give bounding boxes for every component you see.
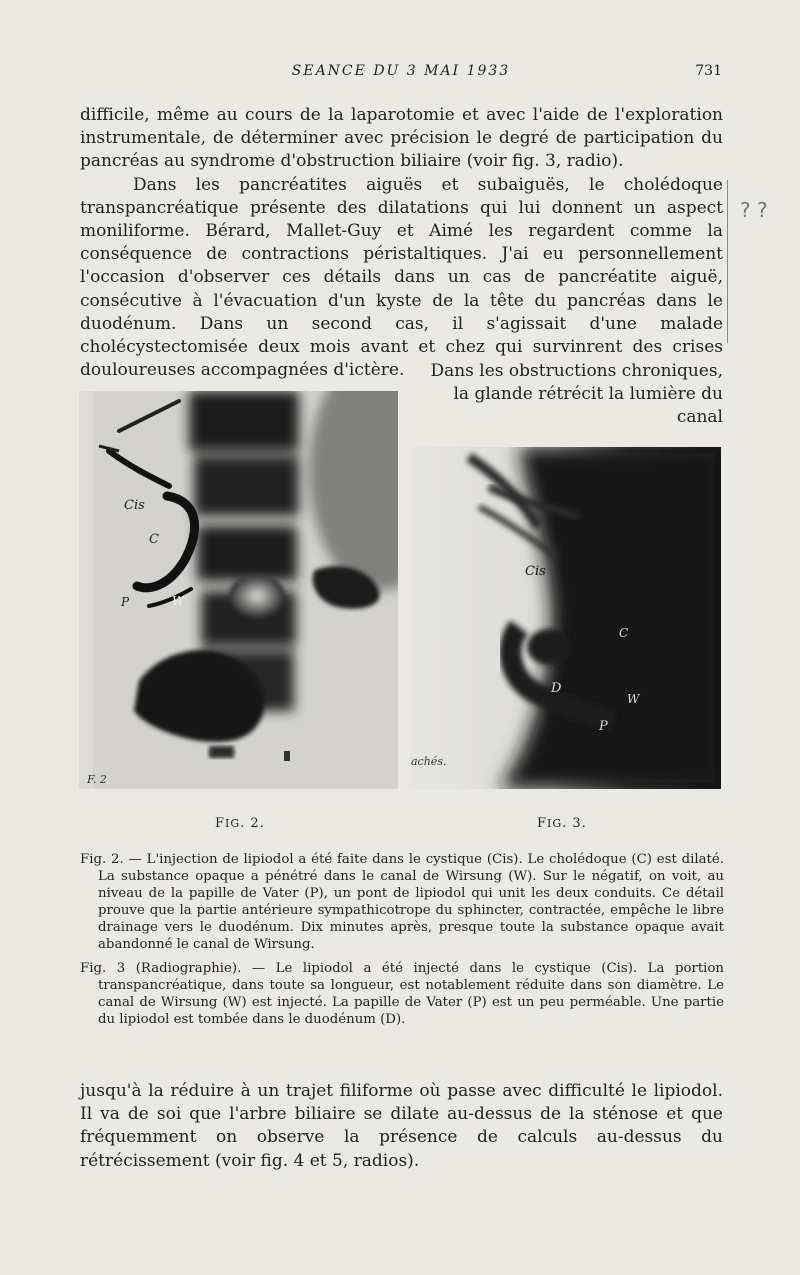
body-text-wrap — [410, 360, 723, 430]
paragraph-chronic-line1: Dans les obstructions chroniques, — [430, 361, 723, 381]
figure-captions — [80, 851, 724, 1035]
paragraph-continuation: difficile, même au cours de la laparotomie et avec l'aide de l'exploration instrumentale, de déterminer avec précision le degré de participation du pancréas au syndrome d'obstruction biliaire (voir fig. 3, radio). — [80, 105, 723, 172]
margin-bracket — [727, 180, 734, 343]
figure-3-label-number: . 3. — [562, 816, 587, 831]
figure-2-label — [215, 816, 265, 831]
figure-2-radiograph — [79, 391, 398, 789]
paragraph-pancreatites: Dans les pancréatites aiguës et subaiguës, le cholédoque transpancréatique présente des dilatations qui lui donnent un aspect moniliforme. Bérard, Mallet-Guy et Aimé les regardent comme la conséquence de contractions péristaltiques. J'ai eu personnellement l'occasion d'observer ces détails dans un cas de pancréatite aiguë, consécutive à l'évacuation d'un kyste de la tête du pancréas dans le duodénum. Dans un second cas, il s'agissait d'une malade cholécystectomisée deux mois avant et chez qui survinrent des crises douloureuses accompagnées d'ictère. — [80, 174, 723, 381]
figure-3-label-prefix: F — [537, 816, 548, 831]
margin-question-marks: ? ? — [740, 198, 768, 222]
running-title: SEANCE DU 3 MAI 1933 — [291, 63, 511, 79]
caption-figure-3: Fig. 3 (Radiographie). — Le lipiodol a été injecté dans le cystique (Cis). La portion transpancréatique, dans toute sa longueur, est notablement réduite dans son diamètre. Le canal de Wirsung (W) est injecté. La papille de Vater (P) est un peu perméable. Une partie du lipiodol est tombée dans le duodénum (D). — [80, 961, 724, 1027]
figure-3-label — [537, 816, 587, 831]
fig2-annotation-cis: Cis — [124, 498, 145, 513]
figure-3-label-small: IG — [547, 817, 563, 830]
figure-2-label-number: . 2. — [240, 816, 265, 831]
fig3-annotation-d: D — [551, 681, 562, 696]
fig3-annotation-p: P — [599, 719, 608, 734]
body-text-closing — [80, 1080, 723, 1173]
paragraph-chronic-line2: la glande rétrécit la lumière du canal — [453, 384, 723, 428]
fig3-annotation-signature: achés. — [411, 755, 447, 768]
running-head — [80, 63, 722, 85]
figure-2-image — [79, 391, 398, 789]
body-text-intro — [80, 104, 723, 382]
fig2-annotation-p: P — [121, 595, 130, 609]
figure-3-image — [409, 447, 721, 789]
fig2-annotation-w: W — [172, 594, 185, 608]
figure-2-label-small: IG — [225, 817, 241, 830]
fig3-annotation-w: W — [627, 692, 640, 706]
figure-2-label-prefix: F — [215, 816, 226, 831]
figure-3-radiograph — [409, 447, 721, 789]
paragraph-closing: jusqu'à la réduire à un trajet filiforme où passe avec difficulté le lipiodol. Il va de soi que l'arbre biliaire se dilate au-dessus de la sténose et que fréquemment on observe la présence de calculs au-dessus du rétrécissement (voir fig. 4 et 5, radios). — [80, 1081, 723, 1171]
fig3-annotation-cis: Cis — [525, 564, 546, 579]
page-number: 731 — [695, 63, 722, 79]
fig3-annotation-c: C — [619, 626, 629, 640]
fig2-annotation-c: C — [149, 532, 159, 547]
caption-figure-2: Fig. 2. — L'injection de lipiodol a été faite dans le cystique (Cis). Le cholédoque (C) est dilaté. La substance opaque a pénétré dans le canal de Wirsung (W). Sur le négatif, on voit, au niveau de la papille de Vater (P), un pont de lipiodol qui unit les deux conduits. Ce détail prouve que la partie antérieure sympathicotrope du sphincter, contractée, empêche le libre drainage vers le duodénum. Dix minutes après, presque toute la substance opaque avait abandonné le canal de Wirsung. — [80, 852, 724, 952]
fig2-annotation-f2: F. 2 — [87, 773, 107, 786]
